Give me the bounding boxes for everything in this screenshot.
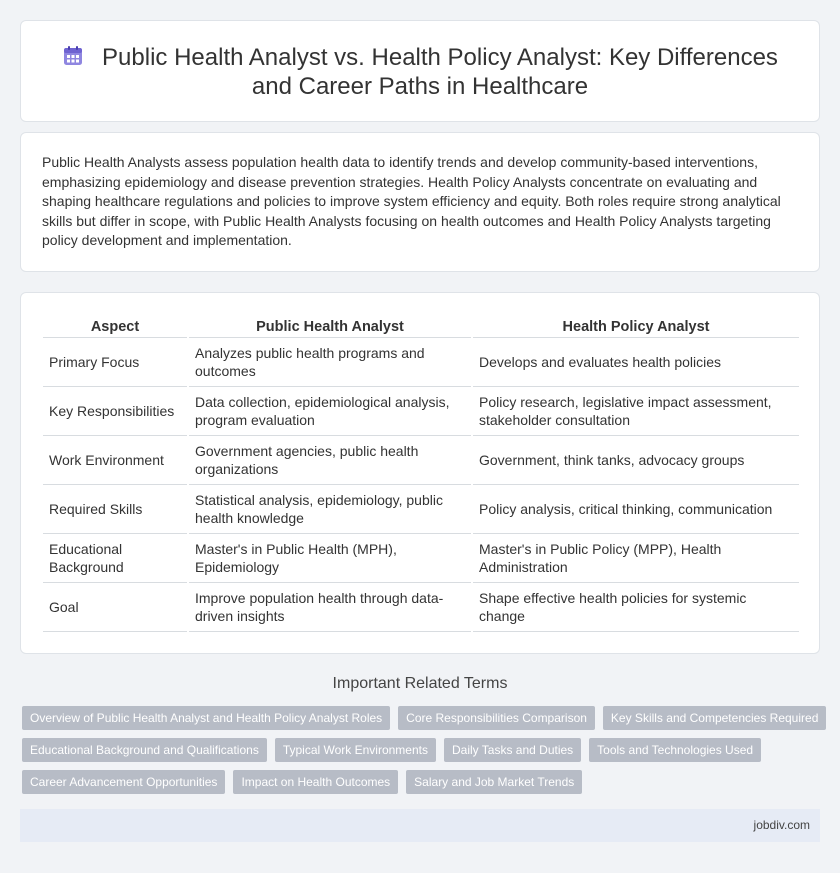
table-header-row <box>43 317 799 337</box>
table-row <box>43 435 799 484</box>
public-health-cell: Master's in Public Health (MPH), Epidemiology <box>188 533 472 582</box>
related-term-tag[interactable]: Core Responsibilities Comparison <box>398 706 595 730</box>
public-health-cell: Government agencies, public health organizations <box>188 435 472 484</box>
table-row <box>43 533 799 582</box>
health-policy-cell: Shape effective health policies for systemic change <box>472 582 799 631</box>
aspect-cell: Primary Focus <box>43 337 188 386</box>
table-row <box>43 582 799 631</box>
related-term-tag[interactable]: Career Advancement Opportunities <box>22 770 225 794</box>
tag-row <box>22 706 822 730</box>
related-term-tag[interactable]: Key Skills and Competencies Required <box>603 706 826 730</box>
table-row <box>43 386 799 435</box>
tag-row <box>22 738 822 762</box>
header-public-health-analyst: Public Health Analyst <box>188 317 472 337</box>
table-row <box>43 484 799 533</box>
health-policy-cell: Government, think tanks, advocacy groups <box>472 435 799 484</box>
related-term-tag[interactable]: Overview of Public Health Analyst and Health Policy Analyst Roles <box>22 706 390 730</box>
tag-row <box>22 770 822 794</box>
public-health-cell: Data collection, epidemiological analysis, program evaluation <box>188 386 472 435</box>
footer-site-link[interactable]: jobdiv.com <box>753 818 810 832</box>
header-aspect: Aspect <box>43 317 188 337</box>
page-title: Public Health Analyst vs. Health Policy Analyst: Key Differences and Career Paths in Healthcare <box>102 44 778 100</box>
related-term-tag[interactable]: Educational Background and Qualifications <box>22 738 267 762</box>
aspect-cell: Goal <box>43 582 188 631</box>
related-term-tag[interactable]: Daily Tasks and Duties <box>444 738 581 762</box>
header-health-policy-analyst: Health Policy Analyst <box>472 317 799 337</box>
health-policy-cell: Policy research, legislative impact assessment, stakeholder consultation <box>472 386 799 435</box>
table-row <box>43 337 799 386</box>
related-term-tag[interactable]: Tools and Technologies Used <box>589 738 761 762</box>
aspect-cell: Work Environment <box>43 435 188 484</box>
footer <box>20 809 820 842</box>
aspect-cell: Required Skills <box>43 484 188 533</box>
intro-paragraph: Public Health Analysts assess population health data to identify trends and develop community-based interventions, emphasizing epidemiology and disease prevention strategies. Health Policy Analysts concentrate on evaluating and shaping healthcare regulations and policies to improve system efficiency and equity. Both roles require strong analytical skills but differ in scope, with Public Health Analysts focusing on health outcomes and Health Policy Analysts targeting policy development and implementation. <box>42 154 781 249</box>
public-health-cell: Statistical analysis, epidemiology, public health knowledge <box>188 484 472 533</box>
comparison-table <box>43 317 799 632</box>
related-term-tag[interactable]: Salary and Job Market Trends <box>406 770 582 794</box>
related-terms-heading: Important Related Terms <box>332 675 508 692</box>
calendar-icon <box>62 45 84 67</box>
related-terms-list <box>22 706 822 802</box>
aspect-cell: Educational Background <box>43 533 188 582</box>
related-term-tag[interactable]: Typical Work Environments <box>275 738 436 762</box>
health-policy-cell: Policy analysis, critical thinking, communication <box>472 484 799 533</box>
intro-card <box>20 132 820 272</box>
health-policy-cell: Master's in Public Policy (MPP), Health Administration <box>472 533 799 582</box>
title-card <box>20 20 820 122</box>
comparison-card <box>20 292 820 654</box>
health-policy-cell: Develops and evaluates health policies <box>472 337 799 386</box>
public-health-cell: Improve population health through data-driven insights <box>188 582 472 631</box>
aspect-cell: Key Responsibilities <box>43 386 188 435</box>
related-term-tag[interactable]: Impact on Health Outcomes <box>233 770 398 794</box>
page-title-wrap <box>21 43 819 101</box>
public-health-cell: Analyzes public health programs and outcomes <box>188 337 472 386</box>
